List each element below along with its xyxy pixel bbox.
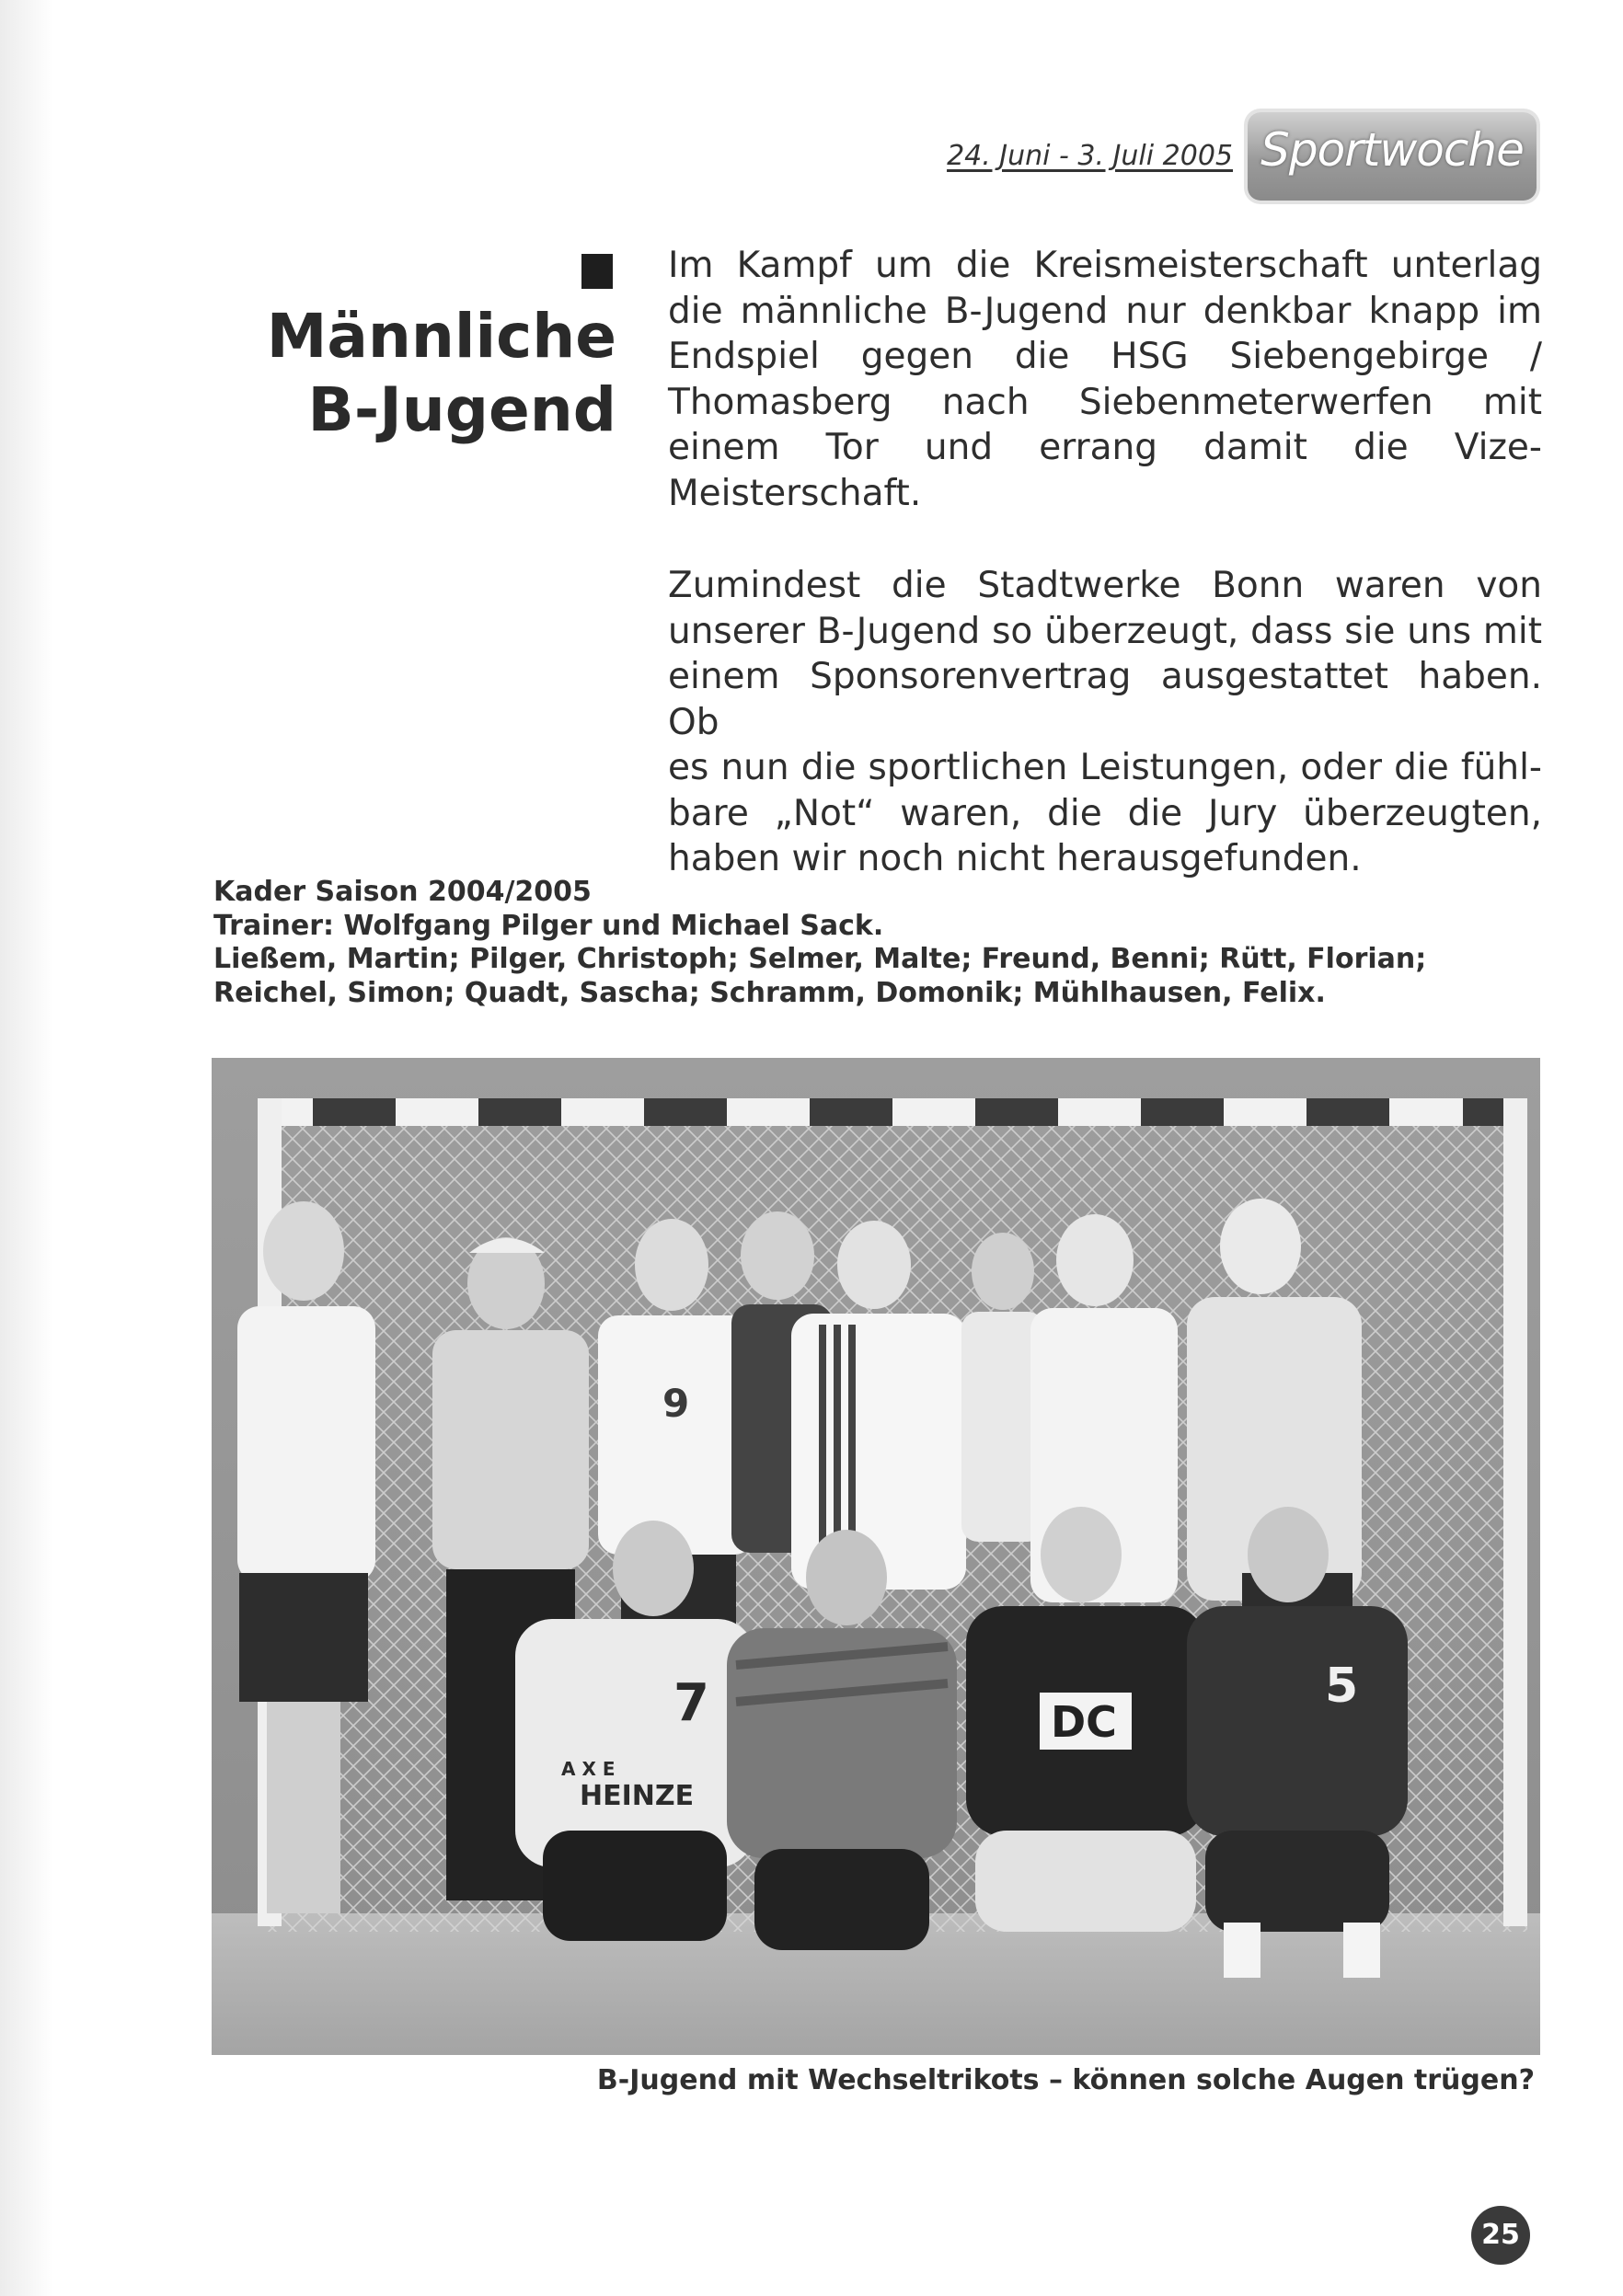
section-square-icon bbox=[581, 254, 613, 289]
text-line: es nun die sportlichen Leistungen, oder die fühl- bbox=[668, 747, 1542, 788]
brand-badge bbox=[1248, 112, 1537, 201]
text-line: unserer B-Jugend so überzeugt, dass sie uns mit bbox=[668, 610, 1542, 652]
shirt-print-axe: A X E bbox=[561, 1758, 616, 1780]
roster-players-line2: Reichel, Simon; Quadt, Sascha; Schramm, Domonik; Mühlhausen, Felix. bbox=[213, 976, 1326, 1009]
issue-date: 24. Juni - 3. Juli 2005 bbox=[947, 140, 1233, 172]
text-line: Zumindest die Stadtwerke Bonn waren von bbox=[668, 565, 1542, 606]
text-line: die männliche B-Jugend nur denkbar knapp im bbox=[668, 290, 1542, 332]
text-line: Im Kampf um die Kreismeisterschaft unterlag bbox=[668, 245, 1542, 286]
jersey-number-9: 9 bbox=[662, 1381, 690, 1426]
photo-caption: B-Jugend mit Wechseltrikots – können solche Augen trügen? bbox=[596, 2064, 1535, 2096]
text-line: haben wir noch nicht herausgefunden. bbox=[668, 838, 1362, 879]
roster-trainers: Trainer: Wolfgang Pilger und Michael Sack. bbox=[213, 909, 884, 942]
article-paragraph-2 bbox=[668, 563, 1542, 882]
text-line: Thomasberg nach Siebenmeterwerfen mit bbox=[668, 381, 1542, 423]
text-line: Meisterschaft. bbox=[668, 472, 922, 514]
article-title-line2: B-Jugend bbox=[307, 374, 616, 445]
team-roster bbox=[213, 876, 1538, 1010]
roster-season: Kader Saison 2004/2005 bbox=[213, 876, 592, 908]
roster-players-line1: Ließem, Martin; Pilger, Christoph; Selmer, Malte; Freund, Benni; Rütt, Florian; bbox=[213, 943, 1427, 975]
shirt-print-heinze: HEINZE bbox=[580, 1780, 695, 1812]
jersey-number-5: 5 bbox=[1325, 1659, 1359, 1714]
jersey-number-7: 7 bbox=[673, 1673, 709, 1733]
article-paragraph-1 bbox=[668, 243, 1542, 516]
brand-name: Sportwoche bbox=[1260, 123, 1524, 177]
text-line: einem Tor und errang damit die Vize- bbox=[668, 427, 1542, 468]
shirt-print-dc: DC bbox=[1051, 1697, 1117, 1747]
article-title-line1: Männliche bbox=[266, 301, 616, 372]
article-title bbox=[221, 300, 616, 447]
scan-edge bbox=[0, 0, 53, 2296]
text-line: einem Sponsorenvertrag ausgestattet haben. Ob bbox=[668, 656, 1542, 743]
page-number: 25 bbox=[1471, 2206, 1530, 2265]
team-photo bbox=[212, 1058, 1540, 2055]
text-line: bare „Not“ waren, die die Jury überzeugten, bbox=[668, 792, 1542, 834]
text-line: Endspiel gegen die HSG Siebengebirge / bbox=[668, 336, 1542, 377]
